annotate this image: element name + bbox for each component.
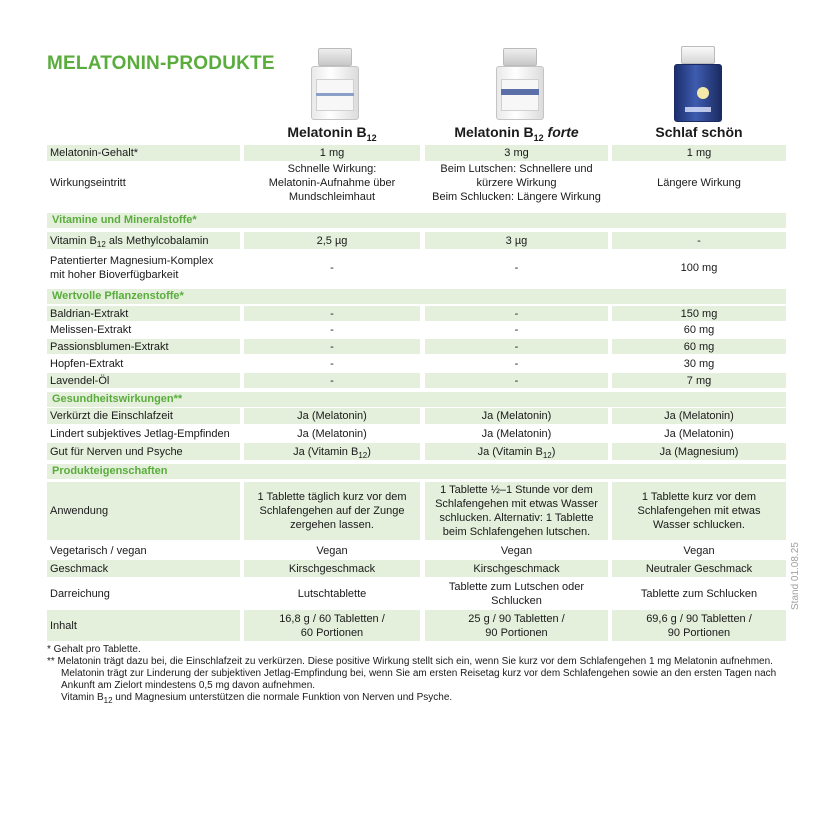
cell-value: Kirschgeschmack — [425, 560, 608, 577]
row-label: Anwendung — [47, 482, 240, 540]
footnote: Vitamin $B_{12}$ und Magnesium unterstützen die normale Funktion von Nerven und Psyche. — [61, 692, 453, 705]
product-header-2: Melatonin $B_{12}$ forte — [454, 124, 579, 143]
cell-value: 1 Tablette täglich kurz vor dem Schlafengehen auf der Zunge zergehen lassen. — [244, 482, 420, 540]
cell-value: Beim Lutschen: Schnellere und kürzere Wirkung Beim Schlucken: Längere Wirkung — [432, 163, 601, 203]
cell-value: 3 mg — [425, 145, 608, 161]
table-row — [47, 579, 786, 609]
table-row — [47, 560, 786, 577]
row-label: Lavendel-Öl — [47, 373, 240, 388]
table-row — [47, 610, 786, 641]
table-row — [47, 161, 786, 205]
table-row — [47, 443, 786, 460]
row-label: Melatonin-Gehalt* — [47, 145, 240, 161]
cell-value: 60 mg — [683, 323, 715, 336]
row-label: Passionsblumen-Extrakt — [47, 339, 240, 354]
cell-value: 1 Tablette kurz vor dem Schlafengehen mit etwas Wasser schlucken. — [612, 482, 786, 540]
table-row — [47, 322, 786, 337]
cell-value: - — [514, 262, 519, 274]
product-image-melatonin-b12 — [311, 48, 359, 120]
cell-value: Ja (Vitamin $B_{12}$) — [244, 443, 420, 460]
row-label: Gut für Nerven und Psyche — [47, 443, 240, 460]
section-header-vitamine: Vitamine und Mineralstoffe* — [47, 213, 786, 228]
cell-value: 25 g / 90 Tabletten / 90 Portionen — [425, 610, 608, 641]
cell-value: Längere Wirkung — [657, 177, 741, 189]
footnote: * Gehalt pro Tablette. — [47, 644, 141, 655]
cell-value: Lutschtablette — [297, 588, 367, 600]
table-row — [47, 252, 786, 284]
cell-value: 100 mg — [680, 262, 718, 274]
cell-value: 1 Tablette ½–1 Stunde vor dem Schlafengehen mit etwas Wasser schlucken. Alternativ: 1 Tablette beim Schlafengehen lutschen. — [425, 482, 608, 540]
cell-value: 1 mg — [244, 145, 420, 161]
table-row — [47, 543, 786, 559]
cell-value: 3 µg — [425, 232, 608, 249]
cell-value: - — [514, 323, 519, 336]
cell-value: Vegan — [316, 545, 348, 557]
row-label: Vegetarisch / vegan — [50, 545, 147, 557]
table-row — [47, 425, 786, 442]
cell-value: 150 mg — [612, 306, 786, 321]
cell-value: Ja (Melatonin) — [425, 408, 608, 424]
table-row — [47, 232, 786, 249]
cell-value: - — [244, 339, 420, 354]
footnote: ** Melatonin trägt dazu bei, die Einschlafzeit zu verkürzen. Diese positive Wirkung stellt sich ein, wenn Sie kurz vor dem Schlafengehen 1 mg Melatonin aufnehmen. — [47, 656, 773, 667]
cell-value: - — [244, 373, 420, 388]
cell-value: Kirschgeschmack — [244, 560, 420, 577]
table-row — [47, 408, 786, 424]
row-label: Patentierter Magnesium-Komplex mit hoher Bioverfügbarkeit — [50, 255, 214, 281]
product-image-schlaf-schoen — [674, 46, 722, 122]
row-label: Verkürzt die Einschlafzeit — [47, 408, 240, 424]
row-label: Lindert subjektives Jetlag-Empfinden — [50, 427, 230, 440]
cell-value: - — [425, 339, 608, 354]
cell-value: 30 mg — [683, 357, 715, 370]
cell-value: 60 mg — [612, 339, 786, 354]
section-header-gesundheit: Gesundheitswirkungen** — [47, 392, 786, 407]
product-header-1: Melatonin $B_{12}$ — [287, 124, 377, 143]
cell-value: Ja (Melatonin) — [297, 427, 367, 440]
row-label: Inhalt — [47, 610, 240, 641]
cell-value: Ja (Melatonin) — [244, 408, 420, 424]
cell-value: - — [425, 373, 608, 388]
product-image-melatonin-b12-forte — [496, 48, 544, 120]
page-title: MELATONIN-PRODUKTE — [47, 53, 275, 74]
cell-value: 7 mg — [612, 373, 786, 388]
cell-value: Vegan — [500, 545, 533, 557]
cell-value: Neutraler Geschmack — [612, 560, 786, 577]
section-header-produkt: Produkteigenschaften — [47, 464, 786, 479]
cell-value: - — [330, 262, 334, 274]
table-row — [47, 482, 786, 540]
row-label: Melissen-Extrakt — [50, 323, 132, 336]
footnote: Melatonin trägt zur Linderung der subjektiven Jetlag-Empfindung bei, wenn Sie am ersten Reisetag kurz vor dem Schlafengehen sowie an den ersten Tagen nach — [61, 668, 777, 679]
cell-value: - — [330, 323, 334, 336]
cell-value: - — [425, 306, 608, 321]
cell-value: - — [514, 357, 519, 370]
row-label: Hopfen-Extrakt — [50, 357, 124, 370]
cell-value: Schnelle Wirkung: Melatonin-Aufnahme über Mundschleimhaut — [268, 163, 396, 203]
cell-value: - — [612, 232, 786, 249]
table-row — [47, 373, 786, 388]
row-label: Baldrian-Extrakt — [47, 306, 240, 321]
section-header-pflanzen: Wertvolle Pflanzenstoffe* — [47, 289, 786, 304]
table-row — [47, 339, 786, 354]
table-row — [47, 145, 786, 161]
cell-value: Tablette zum Lutschen oder Schlucken — [448, 581, 585, 607]
cell-value: - — [244, 306, 420, 321]
row-label: Darreichung — [50, 588, 110, 600]
row-label: Geschmack — [47, 560, 240, 577]
product-header-3: Schlaf schön — [655, 124, 743, 140]
table-row — [47, 306, 786, 321]
cell-value: Ja (Melatonin) — [664, 427, 734, 440]
cell-value: 16,8 g / 60 Tabletten / 60 Portionen — [244, 610, 420, 641]
cell-value: 69,6 g / 90 Tabletten / 90 Portionen — [612, 610, 786, 641]
cell-value: 2,5 µg — [244, 232, 420, 249]
cell-value: Tablette zum Schlucken — [640, 588, 758, 600]
cell-value: - — [330, 357, 334, 370]
cell-value: 1 mg — [612, 145, 786, 161]
cell-value: Ja (Magnesium) — [612, 443, 786, 460]
footnote: Ankunft am Zielort mindestens 0,5 mg davon aufnehmen. — [61, 680, 316, 691]
cell-value: Ja (Vitamin $B_{12}$) — [425, 443, 608, 460]
row-label: Vitamin $B_{12}$ als Methylcobalamin — [47, 232, 240, 249]
cell-value: Ja (Melatonin) — [481, 427, 552, 440]
row-label: Wirkungseintritt — [50, 177, 126, 189]
table-row — [47, 356, 786, 371]
cell-value: Vegan — [683, 545, 715, 557]
stand-date: Stand 01.08.25 — [790, 542, 801, 610]
cell-value: Ja (Melatonin) — [612, 408, 786, 424]
